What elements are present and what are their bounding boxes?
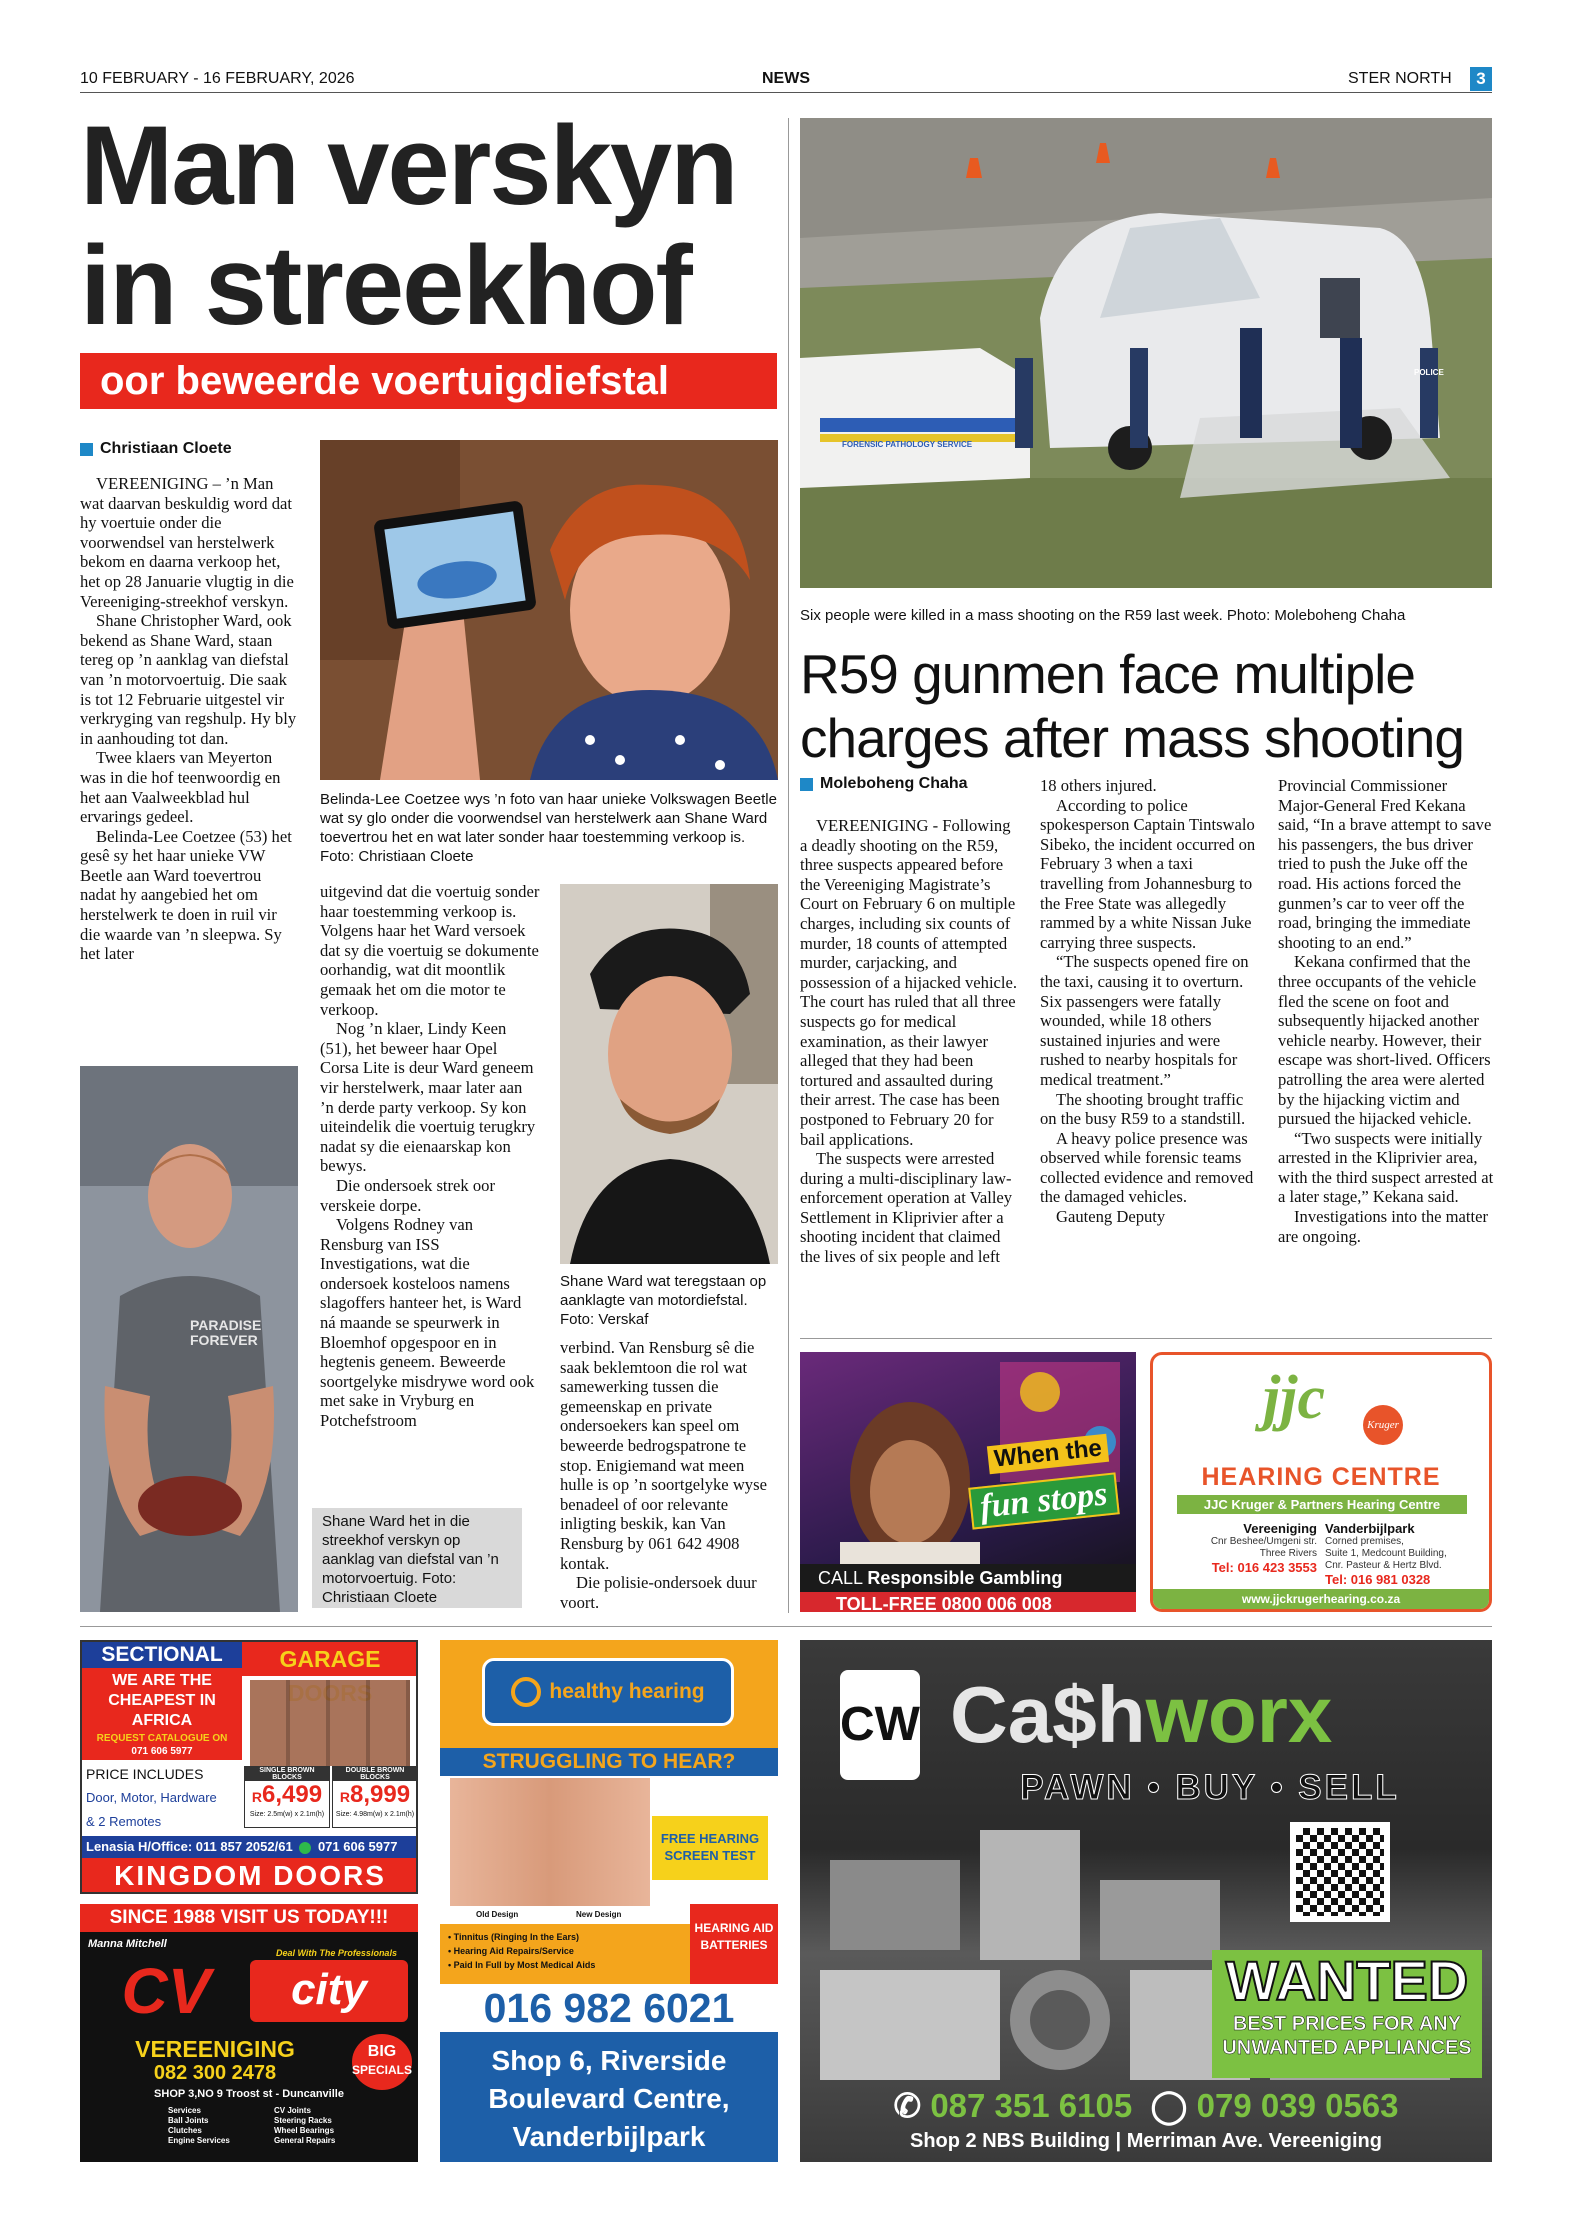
story1-para: Die ondersoek strek oor verskeie dorpe.: [320, 1175, 495, 1215]
story1-column-1: [80, 474, 298, 964]
story1-para: uitgevind dat die voertuig sonder haar toestemming verkoop is. Volgens haar het Ward versoek dat sy die voertuig se dokumente oorhandig, wat dit moontlik gemaak het om die motor te verkoop.: [320, 882, 540, 1019]
story2-headline: R59 gunmen face multiple charges after mass shooting: [800, 643, 1464, 769]
garage-double-price: 8,999: [350, 1781, 411, 1808]
garage-single-price: 6,499: [262, 1781, 323, 1808]
caption-shane-portrait: Shane Ward wat teregstaan op aanklagte van motordiefstal. Foto: Verskaf: [560, 1273, 767, 1328]
jjc-right-addr2: Suite 1, Medcount Building,: [1325, 1548, 1447, 1559]
whatsapp-icon: [299, 1842, 311, 1854]
story2-para: Gauteng Deputy: [1056, 1207, 1166, 1227]
garage-single-size: Size: 2.5m(w) x 2.1m(h): [249, 1811, 325, 1818]
healthy-new-design: New Design: [576, 1910, 622, 1919]
healthy-address: Shop 6, Riverside Boulevard Centre, Vanderbijlpark: [440, 2032, 778, 2162]
garage-door-image: [250, 1680, 410, 1766]
ad-jjc-hearing[interactable]: [1150, 1352, 1492, 1612]
garage-office-bar: [82, 1836, 418, 1858]
header-date: 10 FEBRUARY - 16 FEBRUARY, 2026: [80, 70, 355, 87]
ad-cv-city[interactable]: [80, 1904, 418, 2162]
cvcity-service: Services: [168, 2106, 201, 2115]
cashworx-phone1: 087 351 6105: [930, 2087, 1133, 2124]
garage-currency: R: [339, 1789, 351, 1805]
cvcity-service: General Repairs: [274, 2136, 336, 2145]
garage-double-label: DOUBLE BROWN BLOCKS: [333, 1767, 417, 1781]
cvcity-town: VEREENIGING: [135, 2036, 295, 2062]
healthy-bullet: • Tinnitus (Ringing In the Ears): [448, 1932, 579, 1942]
story1-column-2: [320, 882, 540, 1431]
cashworx-qr-code[interactable]: [1290, 1822, 1390, 1922]
story2-para: 18 others injured.: [1040, 776, 1157, 795]
story1-byline: [80, 440, 232, 458]
gambling-call: CALL: [818, 1568, 863, 1588]
story1-para: Belinda-Lee Coetzee (53) het gesê sy het haar unieke VW Beetle aan Ward toevertrou nadat hy aangebied het om herstelwerk te doen in ruil vir die waarde van ’n sleepwa. Sy het later: [80, 826, 292, 964]
cvcity-service: Clutches: [168, 2126, 202, 2135]
phone-icon: ✆: [893, 2087, 922, 2124]
cvcity-phone: 082 300 2478: [153, 2062, 277, 2084]
story1-column-3: [560, 1338, 780, 1612]
header-section: NEWS: [762, 70, 810, 87]
cvcity-service: Steering Racks: [274, 2116, 332, 2125]
photo-shane-portrait: [560, 884, 778, 1264]
cvcity-service: CV Joints: [274, 2106, 311, 2115]
garage-cheapest: WE ARE THE CHEAPEST IN AFRICA: [82, 1668, 242, 1732]
ear-icon: [511, 1677, 541, 1707]
header-paper: STER NORTH: [1348, 70, 1452, 87]
story2-column-3: [1278, 776, 1496, 1246]
ad-kingdom-doors[interactable]: [80, 1640, 418, 1894]
healthy-ear-photo: [450, 1778, 650, 1906]
cashworx-tagline: PAWN • BUY • SELL: [1020, 1768, 1400, 1807]
story2-para: VEREENIGING - Following a deadly shooting on the R59, three suspects appeared before the Vereeniging Magistrate’s Court on February 6 on multiple charges, including six counts of murder, 18 counts of attempted murder, carjacking, and possession of a hijacked vehicle. The court has ruled that all three suspects go for medical examination, as their lawyer alleged that they had been tortured and assaulted during their arrest. The case has been postponed to February 20 for bail applications.: [800, 816, 1018, 1149]
ad-healthy-hearing[interactable]: [440, 1640, 778, 2162]
caption-shane-court: Shane Ward het in die streekhof verskyn op aanklag van diefstal van ’n motorvoertuig. Foto: Christiaan Cloete: [312, 1508, 522, 1608]
gambling-line2: fun stops: [968, 1472, 1119, 1529]
gambling-tollfree: TOLL-FREE 0800 006 008: [800, 1592, 1136, 1612]
belinda-photo-art: [320, 440, 778, 780]
garage-brand: KINGDOM DOORS: [82, 1858, 418, 1894]
jjc-right-block: [1325, 1521, 1485, 1588]
cvcity-service: Wheel Bearings: [274, 2126, 335, 2135]
cashworx-wanted: WANTED: [1225, 1949, 1469, 2012]
jjc-web[interactable]: www.jjckrugerhearing.co.za: [1153, 1589, 1489, 1609]
garage-request: [82, 1732, 242, 1760]
van-label: FORENSIC PATHOLOGY SERVICE: [842, 440, 973, 449]
story1-para: Volgens Rodney van Rensburg van ISS Investigations, wat die ondersoek kosteloos namens slagoffers hanteer het, is Ward ná maande se speurwerk in Bloemhof opgespoor en in hegtenis geneem. Beweerde soortgelyke misdrywe word ook met sake in Vryburg en Potchefstroom: [320, 1215, 535, 1431]
jjc-right-addr3: Cnr. Pasteur & Hertz Blvd.: [1325, 1560, 1442, 1571]
cashworx-brand-cash: Ca$h: [950, 1670, 1146, 1759]
cvcity-service: Engine Services: [168, 2136, 230, 2145]
garage-double: [332, 1766, 418, 1828]
shane-portrait-art: [560, 884, 778, 1264]
story2-column-1: [800, 816, 1020, 1267]
cashworx-address: Shop 2 NBS Building | Merriman Ave. Vereeniging: [910, 2130, 1382, 2152]
story1-para: verbind. Van Rensburg sê die saak beklemtoon die rol wat samewerking tussen die gemeenskap en private ondersoekers kan speel om beweerde bedrogspatrone te stop. Enigiemand wat meen hulle is op ’n soortgelyke wyse benadeel of oor relevante inligting beskik, kan Van Rensburg by 061 642 4908 kontak.: [560, 1338, 767, 1573]
story1-byline-name: Christiaan Cloete: [100, 440, 232, 457]
story2-byline-name: Moleboheng Chaha: [820, 775, 968, 792]
cvcity-specials-label: SPECIALS: [352, 2063, 413, 2077]
story2-para: Provincial Commissioner Major-General Fred Kekana said, “In a brave attempt to save his passengers, the bus driver tried to push the Juke off the road. His actions forced the gunmen’s car to veer off the road, bringing the immediate shooting to an end.”: [1278, 776, 1492, 952]
cashworx-brand-worx: worx: [1145, 1670, 1333, 1759]
garage-single: [244, 1766, 330, 1828]
healthy-brand: [482, 1658, 734, 1726]
garage-whatsapp: 071 606 5977: [317, 1839, 398, 1854]
ad-responsible-gambling[interactable]: [800, 1352, 1136, 1612]
gambling-call-bold: Responsible Gambling: [867, 1568, 1063, 1588]
garage-item1: Door, Motor, Hardware: [86, 1790, 217, 1805]
cvcity-city: city: [250, 1960, 408, 2022]
jjc-left-tel: Tel: 016 423 3553: [1211, 1560, 1317, 1575]
story2-para: “The suspects opened fire on the taxi, causing it to overturn. Six passengers were fatally wounded, while 18 others sustained injuries and were rushed to nearby hospitals for medical treatment.”: [1040, 952, 1249, 1089]
garage-request-number: 071 606 5977: [131, 1746, 193, 1757]
garage-price-includes: PRICE INCLUDES: [86, 1766, 204, 1782]
shirt-text: PARADISE FOREVER: [190, 1317, 262, 1348]
story1-para: Nog ’n klaer, Lindy Keen (51), het beweer haar Opel Corsa Lite is deur Ward geneem vir herstelwerk, maar later aan ’n derde party verkoop. Sy kon uiteindelik die voertuig terugkry nadat sy die eienaarskap kon bewys.: [320, 1019, 536, 1176]
gambling-call-bar: [800, 1564, 1136, 1592]
ad-cashworx[interactable]: [800, 1640, 1492, 2162]
story1-para: Twee klaers van Meyerton was in die hof teenwoordig en het aan Vaalweekblad hul ervarings gedeel.: [80, 748, 281, 827]
cashworx-phones: [800, 2086, 1492, 2125]
police-label: POLICE: [1414, 368, 1444, 377]
cashworx-wanted-box: [1212, 1950, 1482, 2078]
jjc-left-block: [1167, 1521, 1317, 1576]
cvcity-since: SINCE 1988 VISIT US TODAY!!!: [80, 1904, 418, 1932]
jjc-right-tel: Tel: 016 981 0328: [1325, 1572, 1431, 1587]
cashworx-best-prices: BEST PRICES FOR ANY: [1232, 2013, 1462, 2035]
garage-office: Lenasia H/Office: 011 857 2052/61: [86, 1839, 293, 1854]
story2-para: Investigations into the matter are ongoing.: [1278, 1207, 1489, 1246]
cashworx-logo: CW: [840, 1670, 920, 1780]
whatsapp-icon: ◯: [1150, 2087, 1188, 2124]
ads-top-rule: [80, 1626, 1492, 1627]
jjc-left-addr2: Three Rivers: [1259, 1548, 1317, 1559]
crash-scene-art: [800, 118, 1492, 588]
healthy-old-design: Old Design: [476, 1910, 519, 1919]
jjc-right-addr1: Corned premises,: [1325, 1536, 1404, 1547]
qr-pattern: [1296, 1828, 1384, 1916]
cashworx-unwanted: UNWANTED APPLIANCES: [1222, 2037, 1472, 2059]
garage-double-size: Size: 4.98m(w) x 2.1m(h): [335, 1811, 415, 1818]
healthy-struggling: STRUGGLING TO HEAR?: [440, 1748, 778, 1776]
story1-subhead: oor beweerde voertuigdiefstal: [80, 353, 777, 409]
cashworx-phone2: 079 039 0563: [1196, 2087, 1399, 2124]
jjc-subtitle: JJC Kruger & Partners Hearing Centre: [1177, 1495, 1467, 1514]
story1-para: Shane Christopher Ward, ook bekend as Shane Ward, staan tereg op ’n aanklag van diefstal van ’n motorvoertuig. Die saak is tot 12 Februarie uitgestel vir verkryging van regshulp. Hy bly in aanhouding tot dan.: [80, 611, 297, 748]
jjc-left-town: Vereeniging: [1243, 1521, 1317, 1536]
garage-doors-title: GARAGE: [242, 1642, 418, 1676]
cvcity-services-left: [168, 2106, 230, 2146]
cvcity-services-right: [274, 2106, 335, 2146]
story2-para: The suspects were arrested during a multi-disciplinary law-enforcement operation at Valley Settlement in Kliprivier after a shooting incident that claimed the lives of six people and left: [800, 1149, 1013, 1267]
byline-marker-icon: [80, 443, 93, 456]
story1-headline: Man verskyn in streekhof: [80, 103, 737, 348]
cvcity-specials: [352, 2034, 412, 2090]
header-page-number: 3: [1470, 67, 1492, 91]
story2-byline: [800, 775, 968, 793]
jjc-kruger-badge: Kruger: [1363, 1405, 1403, 1445]
story2-para: A heavy police presence was observed while forensic teams collected evidence and removed the damaged vehicles.: [1040, 1128, 1254, 1207]
garage-currency: R: [251, 1789, 263, 1805]
jjc-title: HEARING CENTRE: [1201, 1463, 1441, 1491]
caption-crash: Six people were killed in a mass shooting on the R59 last week. Photo: Moleboheng Chaha: [800, 607, 1406, 624]
photo-crash-scene: [800, 118, 1492, 588]
story2-para: According to police spokesperson Captain Tintswalo Sibeko, the incident occurred on February 3 when a taxi travelling from Johannesburg to the Free State was allegedly rammed by a white Nissan Juke carrying three suspects.: [1040, 795, 1256, 952]
jjc-logo: jjc: [1263, 1364, 1325, 1432]
healthy-bullet: • Paid In Full by Most Medical Aids: [448, 1960, 596, 1970]
garage-request-label: REQUEST CATALOGUE ON: [96, 1733, 228, 1744]
garage-sectional: SECTIONAL: [82, 1642, 242, 1668]
story2-column-2: [1040, 776, 1260, 1227]
photo-shane-court: [80, 1066, 298, 1612]
byline-marker-icon: [800, 778, 813, 791]
story2-bottom-rule: [800, 1338, 1492, 1339]
cvcity-service: Ball Joints: [168, 2116, 209, 2125]
healthy-brand-text: healthy hearing: [549, 1680, 705, 1703]
jjc-right-town: Vanderbijlpark: [1325, 1521, 1415, 1536]
photo-belinda-coetzee: [320, 440, 778, 780]
cashworx-brand: [950, 1670, 1332, 1760]
story2-para: Kekana confirmed that the three occupants of the vehicle fled the scene on foot and subsequently hijacked another vehicle nearby. However, their escape was short-lived. Officers patrolling the area were alerted by the hijacking victim and pursued the hijacked vehicle.: [1278, 952, 1491, 1129]
gambling-line1: When the: [987, 1434, 1109, 1474]
cvcity-big: BIG: [367, 2043, 397, 2060]
header-rule: [80, 92, 1492, 93]
column-divider-main: [788, 118, 789, 1613]
healthy-phone: 016 982 6021: [440, 1984, 778, 2032]
cvcity-deal: Deal With The Professionals: [276, 1948, 397, 1958]
healthy-batteries: HEARING AID BATTERIES: [690, 1904, 778, 1984]
story1-para: Die polisie-ondersoek duur voort.: [560, 1573, 757, 1612]
healthy-bullet: • Hearing Aid Repairs/Service: [448, 1946, 574, 1956]
story2-para: The shooting brought traffic on the busy R59 to a standstill.: [1040, 1089, 1246, 1129]
cvcity-address: SHOP 3,NO 9 Troost st - Duncanville: [154, 2088, 344, 2100]
story1-para: VEREENIGING – ’n Man wat daarvan beskuldig word dat hy voertuie onder die voorwendsel van herstelwerk bekom en daarna verkoop het, het op 28 Januarie vlugtig in die Vereeniging-streekhof verskyn.: [80, 474, 294, 611]
jjc-left-addr1: Cnr Beshee/Umgeni str.: [1210, 1536, 1317, 1547]
cvcity-cv: CV: [121, 1955, 211, 2027]
healthy-free-test: FREE HEARING SCREEN TEST: [652, 1816, 768, 1880]
cvcity-manna: Manna Mitchell: [88, 1938, 167, 1950]
story2-para: “Two suspects were initially arrested in the Kliprivier area, with the third suspect arrested at a later stage,” Kekana said.: [1278, 1128, 1494, 1207]
healthy-bullets: [440, 1924, 690, 1984]
caption-belinda: Belinda-Lee Coetzee wys ’n foto van haar unieke Volkswagen Beetle wat sy glo onder die voorwendsel van herstelwerk aan Shane Ward toevertrou het en wat later sonder haar toestemming verkoop is. Foto: Christiaan Cloete: [320, 791, 777, 865]
garage-item2: & 2 Remotes: [86, 1814, 162, 1829]
garage-single-label: SINGLE BROWN BLOCKS: [245, 1767, 329, 1781]
